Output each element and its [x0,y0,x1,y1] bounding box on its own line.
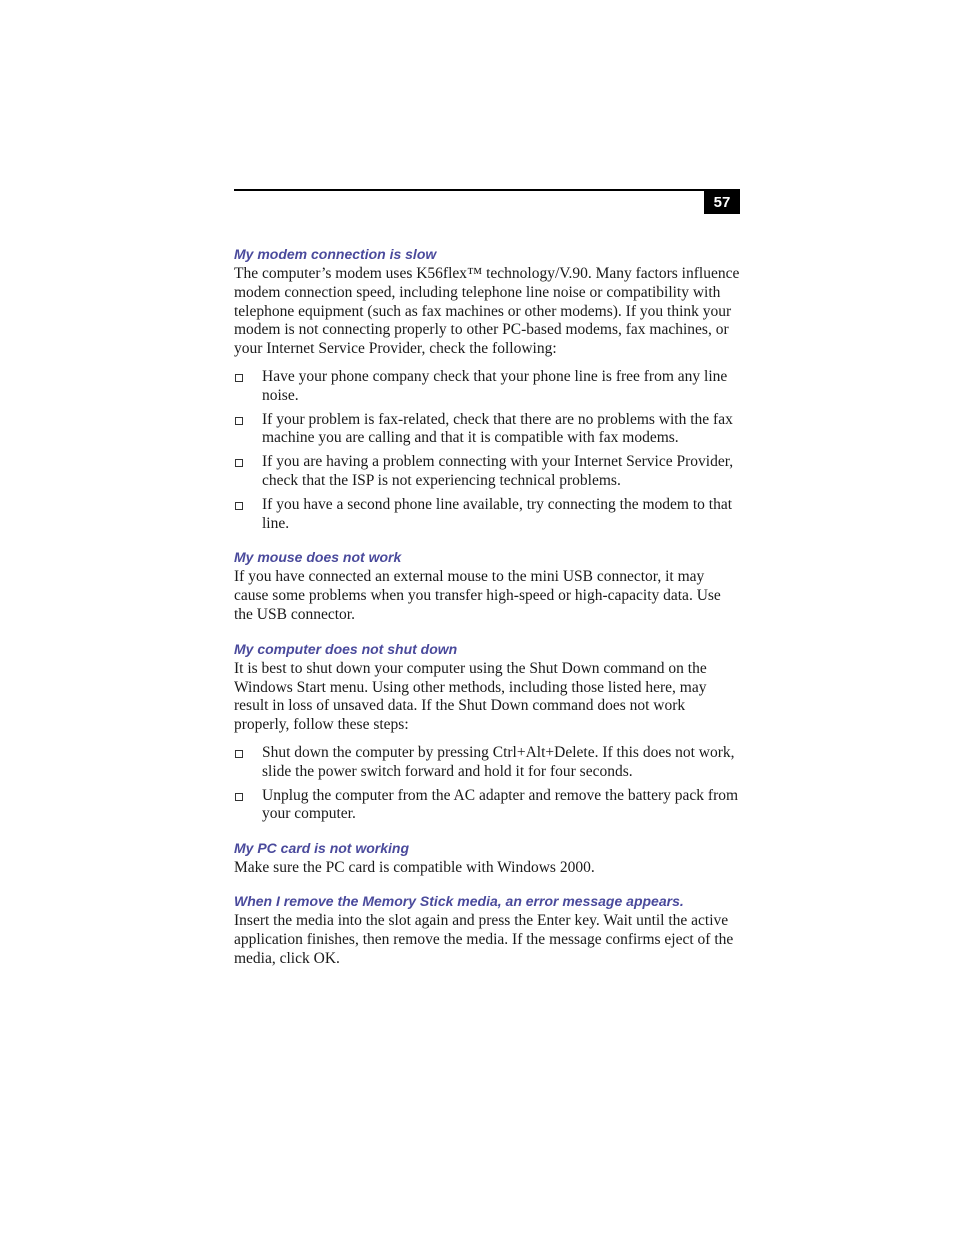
section-title-shutdown: My computer does not shut down [234,640,458,657]
list-item-text: Shut down the computer by pressing Ctrl+Alt+Delete. If this does not work, slide the power switch forward and hold it for four seconds. [262,743,735,780]
list-item-text: If you are having a problem connecting with your Internet Service Provider, check that the ISP is not experiencing technical problems. [262,453,734,489]
checkbox-bullet-icon [235,793,243,801]
section-body-pc-card: Make sure the PC card is compatible with Windows 2000. [234,859,595,877]
title-prefix: When I remove the [234,892,363,909]
section-body-modem: The computer’s modem uses K56flex™ technology/V.90. Many factors influence modem connection speed, including telephone line noise or compatibility with telephone equipment (such as fax machines or other modems). If you think your modem is not connecting properly to other PC-based modems, fax machines, or your Internet Service Provider, check the following: [234,265,740,358]
checkbox-bullet-icon [235,417,243,425]
list-item [234,496,740,534]
page-number: 57 [704,191,740,214]
list-item-text: Have your phone company check that your phone line is free from any line noise. [262,367,728,404]
list-item [234,453,740,491]
section-body-mouse: If you have connected an external mouse to the mini USB connector, it may cause some problems when you transfer high-speed or high-capacity data. Use the USB connector. [234,568,721,623]
checkbox-bullet-icon [235,750,243,758]
list-item-text: Unplug the computer from the AC adapter and remove the battery pack from your computer. [262,786,739,823]
list-item-text: If your problem is fax-related, check that there are no problems with the fax machine you are calling and that it is compatible with fax modems. [262,410,733,447]
checkbox-bullet-icon [235,459,243,467]
section-title-memory-stick [234,892,740,911]
modem-checklist [234,368,740,533]
title-emphasis: Memory Stick [362,892,454,909]
list-item [234,368,740,406]
section-body-shutdown: It is best to shut down your computer using the Shut Down command on the Windows Start menu. Using other methods, including those listed here, may result in loss of unsaved data. If the Shut Down command does not work properly, follow these steps: [234,659,707,734]
list-item [234,744,740,782]
section-title-modem: My modem connection is slow [234,246,437,262]
checkbox-bullet-icon [235,374,243,382]
section-title-pc-card: My PC card is not working [234,840,410,857]
list-item [234,411,740,449]
section-body-memory-stick: Insert the media into the slot again and press the Enter key. Wait until the active application finishes, then remove the media. If the message confirms eject of the media, click OK. [234,911,734,967]
shutdown-steps [234,744,740,824]
list-item-text: If you have a second phone line available, try connecting the modem to that line. [262,495,733,532]
section-title-mouse: My mouse does not work [234,549,402,566]
page-content [234,245,740,968]
list-item [234,787,740,825]
title-suffix: media, an error message appears. [453,892,684,909]
checkbox-bullet-icon [235,502,243,510]
header-rule [234,189,740,191]
